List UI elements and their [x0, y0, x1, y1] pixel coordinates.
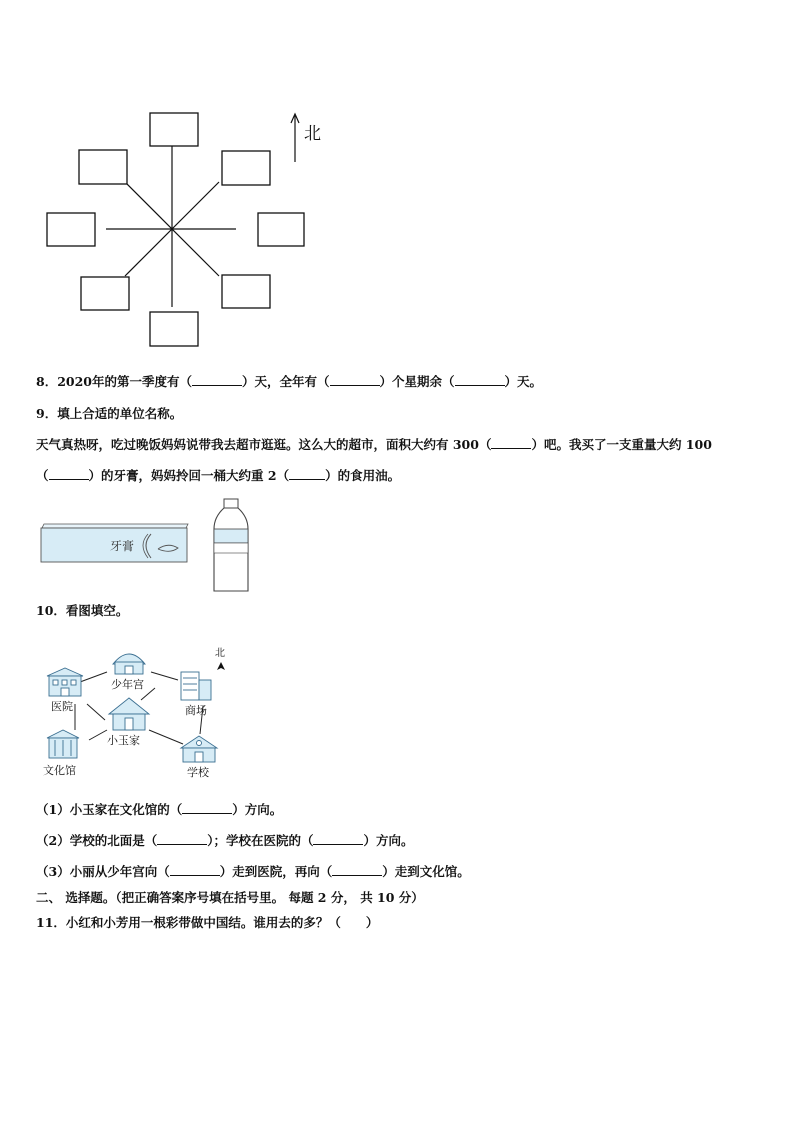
question-9-title: 9．填上合适的单位名称。: [36, 406, 183, 421]
blank[interactable]: [491, 437, 531, 449]
north-label: 北: [304, 124, 321, 144]
place-hospital: 医院: [51, 700, 73, 713]
cultural-center-icon: [47, 730, 79, 758]
map-north-arrow-icon: [217, 662, 225, 670]
box-west: [47, 213, 95, 246]
place-youth-palace: 少年宫: [111, 678, 144, 691]
place-cultural-center: 文化馆: [43, 764, 76, 777]
youth-palace-icon: [113, 654, 145, 674]
box-southeast: [222, 275, 270, 308]
home-icon: [109, 698, 149, 730]
box-north: [150, 113, 198, 146]
toothpaste-label: 牙膏: [110, 539, 135, 553]
section-2-heading: 二、 选择题。（把正确答案序号填在括号里。 每题 2 分， 共 10 分）: [36, 890, 424, 905]
blank[interactable]: [332, 864, 382, 876]
question-8: 8．2020年的第一季度有（ ）天，全年有（ ）个星期余（ ）天。: [36, 374, 543, 389]
north-arrow-icon: [291, 114, 299, 162]
blank[interactable]: [157, 833, 207, 845]
question-10-title: 10．看图填空。: [36, 603, 129, 618]
blank[interactable]: [49, 468, 89, 480]
box-northwest: [79, 150, 127, 184]
question-9-line1: 天气真热呀，吃过晚饭妈妈说带我去超市逛逛。这么大的超市，面积大约有 300（ ）吧。我买了一支重量大约 100: [36, 437, 712, 452]
toothpaste-box-image: [38, 522, 190, 566]
blank[interactable]: [192, 374, 242, 386]
blank[interactable]: [182, 802, 232, 814]
blank[interactable]: [330, 374, 380, 386]
place-school: 学校: [187, 766, 209, 779]
place-mall: 商场: [185, 704, 207, 717]
question-10-sub2: （2）学校的北面是（ ）；学校在医院的（ ）方向。: [36, 833, 414, 848]
box-east: [258, 213, 304, 246]
mall-icon: [181, 672, 211, 700]
blank[interactable]: [455, 374, 505, 386]
box-southwest: [81, 277, 129, 310]
oil-bottle-image: [210, 497, 254, 595]
question-10-sub3: （3）小丽从少年宫向（ ）走到医院，再向（ ）走到文化馆。: [36, 864, 470, 879]
question-11: 11．小红和小芳用一根彩带做中国结。谁用去的多？（ ）: [36, 915, 379, 930]
place-home: 小玉家: [107, 734, 140, 747]
question-9-line2: （ ）的牙膏，妈妈拎回一桶大约重 2（ ）的食用油。: [36, 468, 401, 483]
school-icon: [181, 736, 217, 762]
question-10-sub1: （1）小玉家在文化馆的（ ）方向。: [36, 802, 283, 817]
blank[interactable]: [170, 864, 220, 876]
direction-diagram: [40, 105, 340, 355]
blank[interactable]: [313, 833, 363, 845]
map-north-label: 北: [215, 648, 225, 659]
location-map: [35, 642, 235, 782]
box-northeast: [222, 151, 270, 185]
hospital-icon: [47, 668, 83, 696]
blank[interactable]: [289, 468, 325, 480]
box-south: [150, 312, 198, 346]
